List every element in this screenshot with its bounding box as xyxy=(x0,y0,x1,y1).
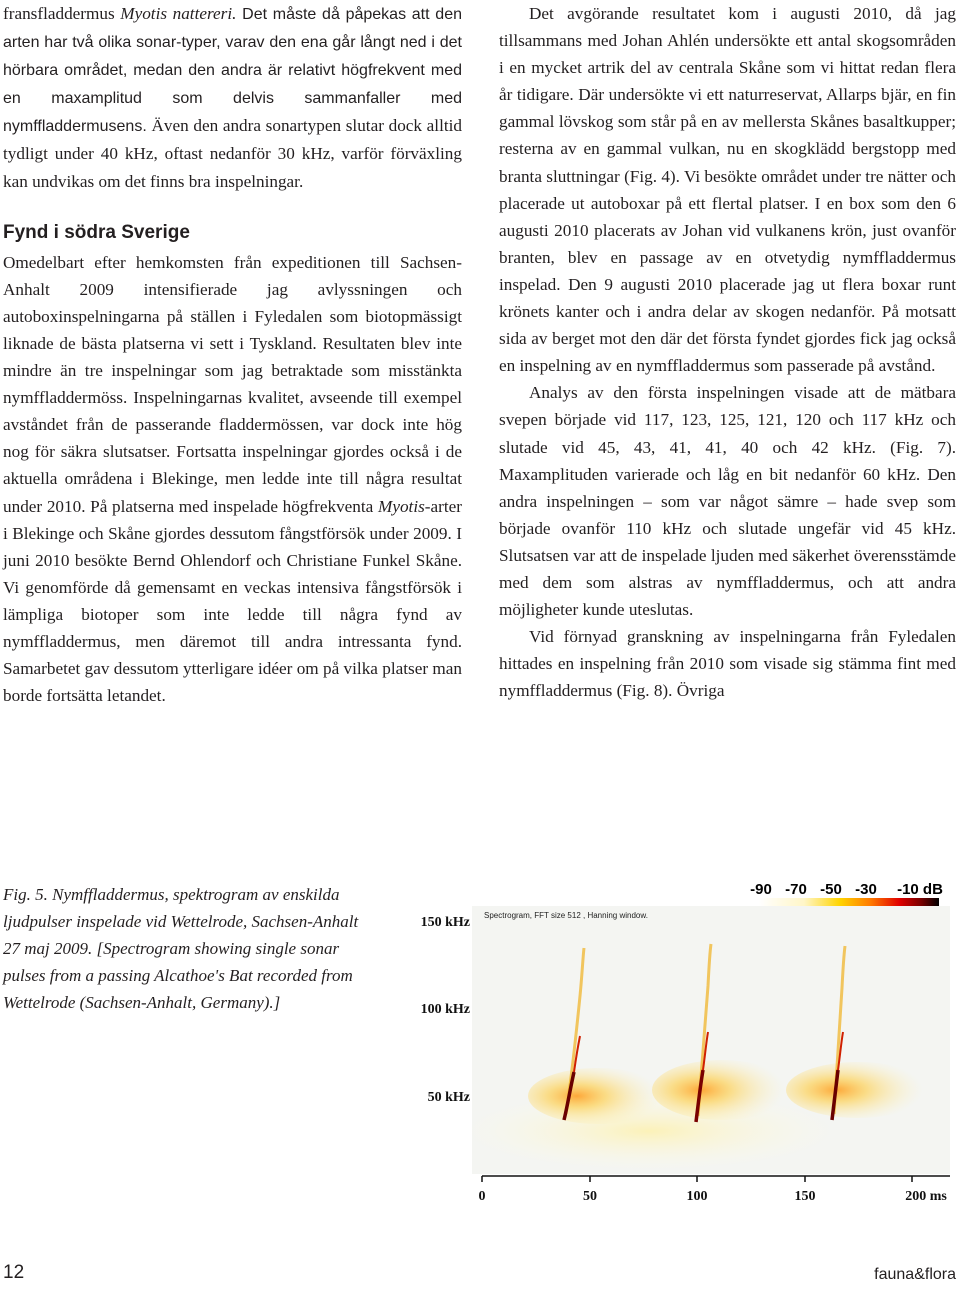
y-tick-label: 50 kHz xyxy=(427,1090,470,1105)
colorbar-label: -50 xyxy=(820,881,842,898)
paragraph-result: Det avgörande resultatet kom i augusti 2010, då jag tillsammans med Johan Ahlén undersökte ett antal skogsområden i en mycket artrik del av centrala Skåne som vi hittat redan flera år tidigare. Där undersökte vi ett naturreservat, Allarps bjär, en fin gammal lövskog som står på en av mellersta Skånes basaltkupper; resterna av en gammal vulkan, nu en skogklädd bergstopp med branta sluttningar (Fig. 4). Vi besökte området under tre nätter och placerade ut autoboxar på ett flertal platser. I en box som den 6 augusti 2010 placerats av Johan vid vulkanens krön, just ovanför branten, blev en passage av en otvetydig nymffladdermus inspelad. Den 9 augusti 2010 placerade jag ut flera boxar runt krönets kanter och i andra delar av skogen nedanför. På motsatt sida av berget mot den där det första fyndet gjordes fick jag också en inspelning av en nymffladdermus som passerade på avstånd. xyxy=(499,4,956,376)
paragraph-intro xyxy=(3,0,462,195)
spectrogram-title: Spectrogram, FFT size 512 , Hanning window. xyxy=(484,911,648,920)
genus-name: Myotis xyxy=(378,496,425,516)
figure-caption xyxy=(3,881,363,1016)
colorbar xyxy=(759,898,939,907)
x-axis xyxy=(482,1176,950,1182)
x-tick-label: 0 xyxy=(478,1189,486,1204)
section-heading: Fynd i södra Sverige xyxy=(3,221,190,243)
caption-swedish: Fig. 5. Nymffladdermus, spektrogram av enskilda ljudpulser inspelade vid Wettelrode, Sachsen-Anhalt 27 maj 2009. xyxy=(3,885,359,959)
colorbar-label: -90 xyxy=(750,881,772,898)
right-column xyxy=(499,0,956,704)
text-run-sans: Det måste då påpekas att den arten har två olika sonar-typer, varav den ena går långt ned i det hörbara området, medan den andra är relativt högfrekvent med en maxamplitud som delvis sammanfaller med nymffladdermusens. xyxy=(3,6,462,136)
species-name: Myotis nattereri. xyxy=(120,4,237,23)
brand-logo: fauna&flora xyxy=(874,1266,956,1283)
y-tick-label: 100 kHz xyxy=(420,1002,470,1017)
text-run: Även den andra sonartypen slutar dock alltid tydligt under 40 kHz, oftast nedanför 30 kHz, varför förväxling kan undvikas om det finns bra inspelningar. xyxy=(3,116,462,191)
paragraph-review: Vid förnyad granskning av inspelningarna från Fyledalen hittades en inspelning från 2010 som visade sig stämma fint med nymffladdermus (Fig. 8). Övriga xyxy=(499,627,956,701)
left-column xyxy=(3,0,462,709)
text-run: fransfladdermus xyxy=(3,4,121,23)
y-tick-label: 150 kHz xyxy=(420,915,470,930)
text-run: -arter i Blekinge och Skåne gjordes dessutom fångstförsök under 2009. I juni 2010 besökte Bernd Ohlendorf och Christiane Funkel Skåne. Vi genomförde då gemensamt en veckas intensiva fångstförsök i lämpliga biotoper som inte ledde till några fynd av nymffladdermus, men däremot till andra intressanta fynd. Samarbetet gav dessutom ytterligare idéer om på vilka platser man borde fortsätta letandet. xyxy=(3,496,462,706)
text-run: Omedelbart efter hemkomsten från expeditionen till Sachsen-Anhalt 2009 intensifierade jag avlyssningen och autoboxinspelningarna på ställen i Fyledalen som biotopmässigt liknade de bästa platserna vi sett i Tyskland. Resultaten blev inte mindre än tre inspelningar som jag betraktade som misstänkta nymffladdermöss. Inspelningarnas kvalitet, avseende till exempel avståndet från de passerande fladdermössen, var dock inte hög nog för säkra slutsatser. Fortsatta inspelningar gjordes också i de aktuella områdena i Blekinge, men ledde inte till några resultat under 2010. På platserna med inspelade högfrekventa xyxy=(3,252,462,516)
x-tick-label: 200 ms xyxy=(905,1189,947,1204)
page-number: 12 xyxy=(3,1262,25,1283)
x-tick-label: 150 xyxy=(794,1189,816,1204)
paragraph-section xyxy=(3,249,462,710)
caption-english: [Spectrogram showing single sonar pulses from a passing Alcathoe's Bat recorded from Wettelrode (Sachsen-Anhalt, Germany).] xyxy=(3,939,353,1013)
x-tick-label: 100 xyxy=(686,1189,708,1204)
x-tick-label: 50 xyxy=(583,1189,597,1204)
colorbar-label: -30 xyxy=(855,881,877,898)
paragraph-analysis: Analys av den första inspelningen visade att de mätbara svepen började vid 117, 123, 125, 121, 120 och 117 kHz och slutade vid 45, 43, 41, 41, 40 och 42 kHz. (Fig. 7). Maxamplituden varierade och låg en bit nedanför 60 kHz. Den andra inspelningen – som var något sämre – hade svep som började ovanför 110 kHz och slutade ungefär vid 45 kHz. Slutsatsen var att de inspelade ljuden med säkerhet överensstämde med dem som alstras av nymffladdermus, och att andra möjligheter kunde uteslutas. xyxy=(499,383,956,620)
colorbar-label: -10 dB xyxy=(897,881,943,898)
colorbar-label: -70 xyxy=(785,881,807,898)
spectrogram-figure xyxy=(404,876,956,1206)
